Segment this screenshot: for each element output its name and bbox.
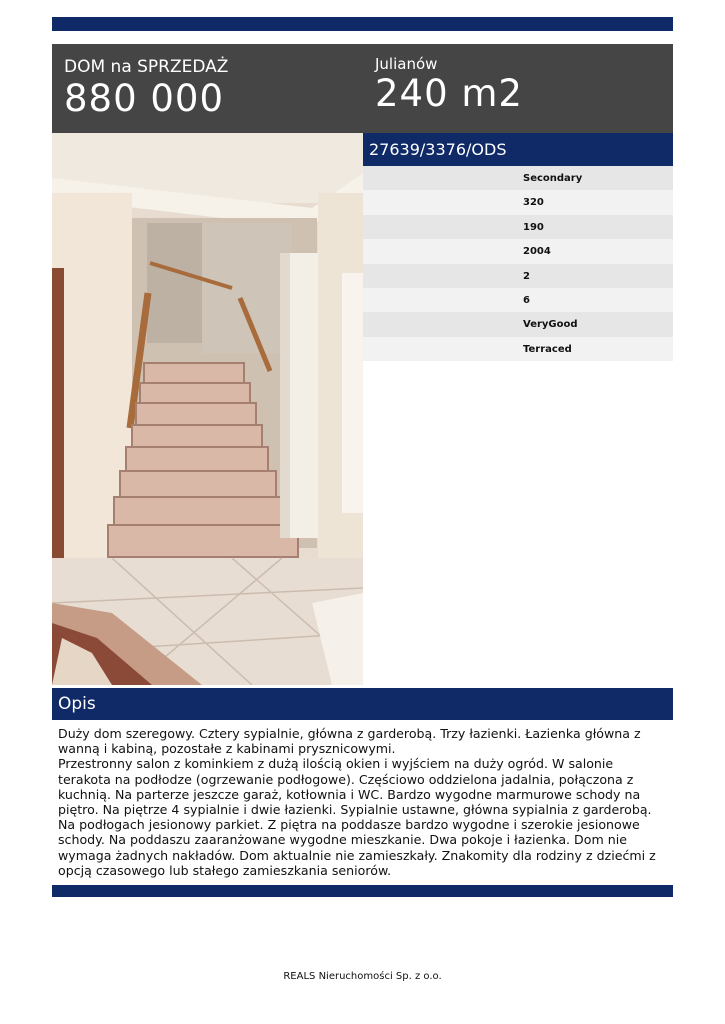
description-heading-bar (52, 688, 673, 720)
property-row (363, 239, 673, 263)
bottom-accent-bar (52, 885, 673, 897)
description-text: Duży dom szeregowy. Cztery sypialnie, główna z garderobą. Trzy łazienki. Łazienka główna z wanną i kabiną, pozostałe z kabinami prysznicowymi. Przestronny salon z kominkiem z dużą ilością okien i wyjściem na duży ogród. W salonie terakota na podłodze (ogrzewanie podłogowe). Częściowo oddzielona jadalnia, połączona z kuchnią. Na parterze jeszcze garaż, kotłownia i WC. Bardzo wygodne marmurowe schody na piętro. Na piętrze 4 sypialnie i dwie łazienki. Sypialnie ustawne, główna sypialnia z garderobą. Na podłogach jesionowy parkiet. Z piętra na poddasze bardzo wygodne i szerokie jesionowe schody. Na poddaszu zaaranżowane wygodne mieszkanie. Dwa pokoje i łazienka. Dom nie wymaga żadnych nakładów. Dom aktualnie nie zamieszkały. Znakomity dla rodziny z dziećmi z opcją czasowego lub stałego zamieszkania seniorów. (58, 726, 656, 878)
property-row (363, 215, 673, 239)
property-value: 190 (523, 221, 544, 233)
property-value: Secondary (523, 173, 583, 184)
property-row (363, 166, 673, 190)
property-row (363, 264, 673, 288)
property-row (363, 312, 673, 336)
property-row (363, 190, 673, 214)
property-value: Terraced (523, 343, 572, 355)
property-value: 2 (523, 270, 530, 282)
listing-area: 240 m2 (375, 72, 523, 115)
listing-type: DOM na SPRZEDAŻ (64, 57, 229, 77)
property-details-table (363, 166, 673, 361)
listing-id-bar (363, 133, 673, 166)
top-accent-bar (52, 17, 673, 31)
description-heading: Opis (58, 694, 96, 714)
property-photo-staircase (52, 133, 363, 685)
listing-location: Julianów (375, 55, 438, 73)
footer-company: REALS Nieruchomości Sp. z o.o. (283, 971, 442, 982)
property-value: 6 (523, 294, 530, 306)
property-value: 2004 (523, 246, 551, 258)
listing-price: 880 000 (64, 77, 225, 120)
property-value: VeryGood (523, 319, 578, 331)
property-value: 320 (523, 197, 544, 209)
property-row (363, 288, 673, 312)
property-row (363, 337, 673, 361)
listing-header (52, 44, 673, 133)
listing-id: 27639/3376/ODS (369, 140, 507, 159)
